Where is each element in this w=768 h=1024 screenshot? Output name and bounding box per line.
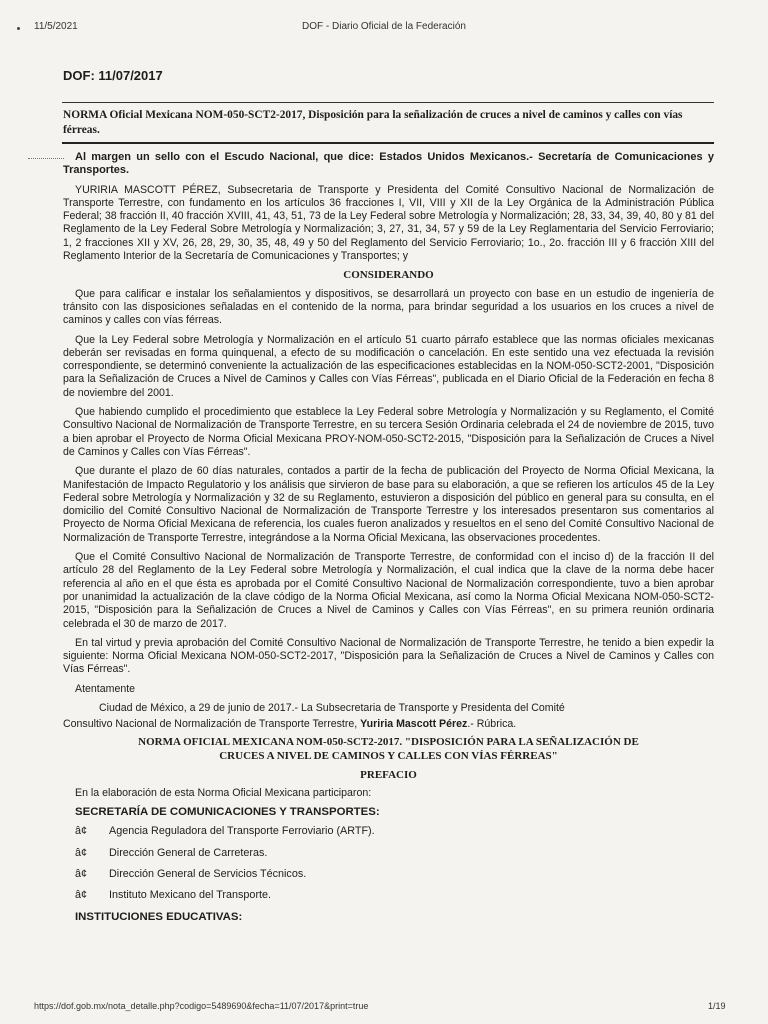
- norma-heading-line-1: NORMA OFICIAL MEXICANA NOM-050-SCT2-2017. "DISPOSICIÓN PARA LA SEÑALIZACIÓN DE: [138, 735, 639, 748]
- title-rule-bottom: [62, 142, 714, 144]
- list-item: [75, 847, 714, 860]
- list-item: [75, 868, 714, 881]
- bullet-glyph: â¢: [75, 825, 88, 838]
- bullet-glyph: â¢: [75, 846, 88, 859]
- paragraph: En tal virtud y previa aprobación del Comité Consultivo Nacional de Normalización de Transporte Terrestre, he tenido a bien expedir la siguiente: Norma Oficial Mexicana NOM-050-SCT2-2017, "Disposición para la Señalización de Cruces a Nivel de Caminos y Calles con Vías Férreas".: [63, 636, 714, 676]
- list-item: [75, 825, 714, 838]
- signature-text: Consultivo Nacional de Normalización de Transporte Terrestre,: [63, 718, 361, 731]
- print-header-title: DOF - Diario Oficial de la Federación: [302, 21, 466, 32]
- atentamente: Atentamente: [75, 682, 136, 695]
- footer-page-number: 1/19: [708, 1001, 726, 1011]
- footer-url[interactable]: https://dof.gob.mx/nota_detalle.php?codigo=5489690&fecha=11/07/2017&print=true: [34, 1001, 369, 1011]
- norma-heading-line-2: CRUCES A NIVEL DE CAMINOS Y CALLES CON VÍAS FÉRREAS": [219, 749, 558, 762]
- intro-paragraph: YURIRIA MASCOTT PÉREZ, Subsecretaria de Transporte y Presidenta del Comité Consultivo Nacional de Normalización de Transporte Terrestre, con fundamento en los artículos 36 fracciones I, VII, VIII y XII de la Ley Orgánica de la Administración Pública Federal; 38 fracción II, 40 fracción XVIII, 41, 43, 51, 73 de la Ley Federal sobre Metrología y Normalización; 28, 33, 34, 39, 40, 80 y 81 del Reglamento de la Ley Federal Sobre Metrología y Normalización; 3, 27, 31, 34, 57 y 59 de la Ley Reglamentaria del Servicio Ferroviario; 1, 2 fracciones XII y XV, 26, 28, 29, 30, 35, 48, 49 y 50 del Reglamento del Servicio Ferroviario; 1o., 2o. fracción III y 6 fracción XIII del Reglamento Interior de la Secretaría de Comunicaciones y Transportes; y: [63, 183, 714, 263]
- list-item: [75, 889, 714, 902]
- signature-rubrica: .- Rúbrica.: [467, 718, 517, 731]
- title-rule-top: [62, 102, 714, 103]
- secretaria-heading: SECRETARÍA DE COMUNICACIONES Y TRANSPORTES:: [75, 806, 380, 819]
- instituciones-heading: INSTITUCIONES EDUCATIVAS:: [75, 910, 243, 923]
- paragraph: Que el Comité Consultivo Nacional de Normalización de Transporte Terrestre, de conformidad con el inciso d) de la fracción II del artículo 28 del Reglamento de la Ley Federal sobre Metrología y Normalización, el cual indica que la clave de la norma debe hacer referencia al año en el que ésta es aprobada por el Comité Consultivo Nacional de Normalización correspondiente, tuvo a bien aprobar por unanimidad la actualización de la clave código de la Norma Oficial Mexicana, así como la Norma Oficial Mexicana NOM-050-SCT2-2015, "Disposición para la Señalización de Cruces a Nivel de Caminos y Calles con Vías Férreas", en su primera reunión ordinaria celebrada el 30 de marzo de 2017.: [63, 551, 714, 630]
- participant: Instituto Mexicano del Transporte.: [109, 889, 272, 902]
- bullet-glyph: â¢: [75, 868, 88, 881]
- norma-heading: [63, 735, 714, 763]
- considerando-heading: CONSIDERANDO: [343, 269, 434, 282]
- margin-note: Al margen un sello con el Escudo Nacional, que dice: Estados Unidos Mexicanos.- Secretaría de Comunicaciones y Transportes.: [63, 151, 714, 177]
- participant: Dirección General de Servicios Técnicos.: [109, 868, 307, 881]
- document-body: [63, 151, 714, 930]
- paragraph: Que habiendo cumplido el procedimiento que establece la Ley Federal sobre Metrología y Normalización y su Reglamento, el Comité Consultivo Nacional de Normalización de Transporte Terrestre, en su tercera Sesión Ordinaria celebrada el 24 de noviembre de 2015, tuvo a bien aprobar el Proyecto de Norma Oficial Mexicana PROY-NOM-050-SCT2-2015, "Disposición para la Señalización de Cruces a Nivel de Caminos y Calles con Vías Férreas".: [63, 406, 714, 458]
- signature-line-1: Ciudad de México, a 29 de junio de 2017.- La Subsecretaria de Transporte y Presidenta del Comité: [99, 701, 565, 714]
- bullet-glyph: â¢: [75, 889, 88, 902]
- dof-date: DOF: 11/07/2017: [63, 68, 163, 83]
- paragraph: Que durante el plazo de 60 días naturales, contados a partir de la fecha de publicación del Proyecto de Norma Oficial Mexicana, la Manifestación de Impacto Regulatorio y los análisis que sirvieron de base para su elaboración, a que se refieren los artículos 45 de la Ley Federal sobre Metrología y Normalización y 32 de su Reglamento, estuvieron a disposición del público en general para su consulta, en el domicilio del Comité Consultivo Nacional de Normalización de Transporte Terrestre y los interesados presentaron sus comentarios al Proyecto de Norma Oficial Mexicana de referencia, los cuales fueron analizados y resueltos en el seno del Comité Consultivo Nacional de Normalización de Transporte Terrestre, integrándose a la Norma Oficial Mexicana, las observaciones procedentes.: [63, 465, 714, 544]
- prefacio-intro: En la elaboración de esta Norma Oficial Mexicana participaron:: [75, 786, 372, 799]
- margin-dash: [28, 158, 64, 159]
- prefacio-heading: PREFACIO: [360, 768, 417, 781]
- paragraph: Que para calificar e instalar los señalamientos y dispositivos, se desarrollará un proyecto con base en un estudio de ingeniería de tránsito con las disposiciones señaladas en el contenido de la norma, para brindar seguridad a los usuarios en los cruces a nivel de caminos y calles con vías férreas.: [63, 287, 714, 327]
- signature-line-2: [63, 718, 714, 731]
- paragraph: Que la Ley Federal sobre Metrología y Normalización en el artículo 51 cuarto párrafo establece que las normas oficiales mexicanas deberán ser revisadas en forma quinquenal, a efecto de su modificación o cancelación. En este sentido una vez efectuada la revisión correspondiente, se determinó conveniente la actualización de las especificaciones establecidas en la NOM-050-SCT2-2001, "Disposición para la Señalización de Cruces a Nivel de Caminos y Calles con Vías Férreas", publicada en el Diario Oficial de la Federación en fecha 8 de noviembre del 2001.: [63, 333, 714, 399]
- participant: Dirección General de Carreteras.: [109, 846, 268, 859]
- print-date: 11/5/2021: [34, 21, 78, 32]
- participant: Agencia Reguladora del Transporte Ferroviario (ARTF).: [109, 825, 375, 838]
- norma-title: NORMA Oficial Mexicana NOM-050-SCT2-2017, Disposición para la señalización de cruces a nivel de caminos y calles con vías férreas.: [63, 109, 683, 136]
- signature-name: Yuriria Mascott Pérez: [360, 718, 468, 731]
